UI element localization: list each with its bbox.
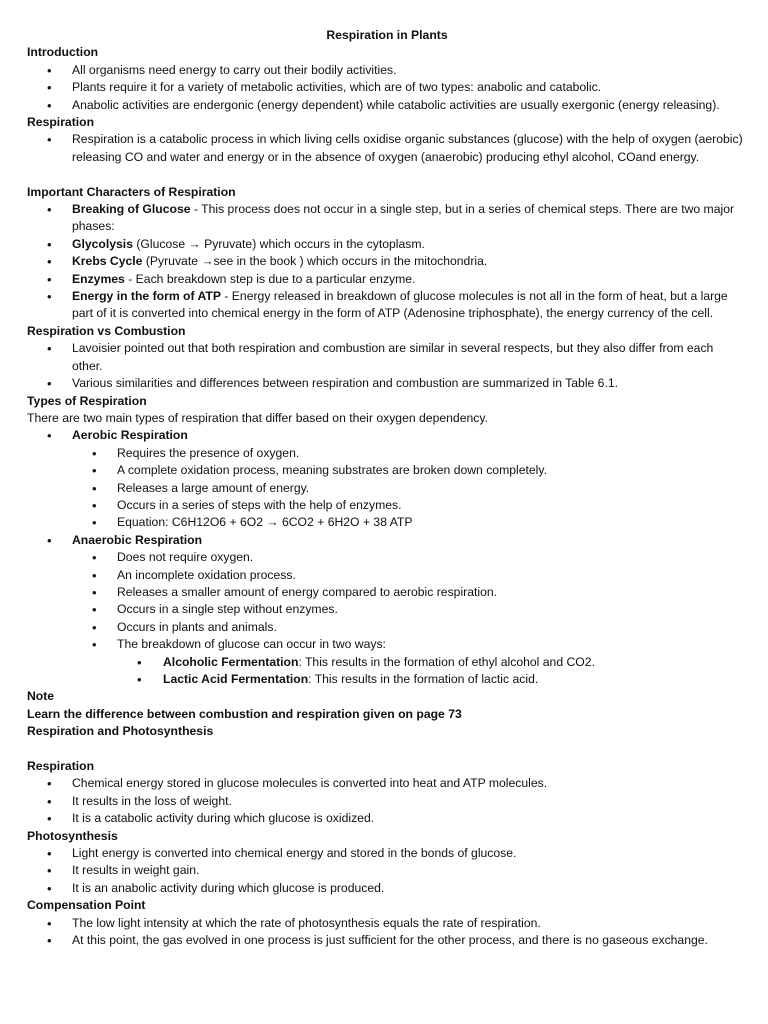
list-item: • Occurs in a single step without enzymes. xyxy=(27,601,747,618)
document-body xyxy=(27,27,747,950)
list-item xyxy=(27,427,747,444)
list-item: • Lavoisier pointed out that both respiration and combustion are similar in several respects, but they also differ from each other. xyxy=(27,340,747,375)
term-text: (Pyruvate →see in the book ) which occurs in the mitochondria. xyxy=(142,254,488,269)
photosynthesis-list xyxy=(27,845,747,897)
section-heading-compensation: Compensation Point xyxy=(27,898,146,913)
list-item: • A complete oxidation process, meaning substrates are broken down completely. xyxy=(27,462,747,479)
list-item: • Plants require it for a variety of metabolic activities, which are of two types: anabolic and catabolic. xyxy=(27,79,747,96)
list-item: • Does not require oxygen. xyxy=(27,549,747,566)
term-text: (Glucose → Pyruvate) which occurs in the cytoplasm. xyxy=(132,236,425,251)
list-item: • Releases a large amount of energy. xyxy=(27,480,747,497)
list-item xyxy=(27,271,747,288)
list-item: • The breakdown of glucose can occur in two ways: xyxy=(27,636,747,653)
list-item: • Respiration is a catabolic process in which living cells oxidise organic substances (glucose) with the help of oxygen (aerobic) releasing CO and water and energy or in the absence of oxygen (anaerobic) producing ethyl alcohol, COand energy. xyxy=(27,131,747,166)
note-heading: Note xyxy=(27,689,55,704)
section-heading-types: Types of Respiration xyxy=(27,393,147,408)
list-item: • All organisms need energy to carry out their bodily activities. xyxy=(27,62,747,79)
term-label: Breaking of Glucose xyxy=(72,202,191,217)
term-label: Energy in the form of ATP xyxy=(72,289,221,304)
list-item xyxy=(27,253,747,270)
types-list xyxy=(27,427,747,688)
section-heading-respiration-2: Respiration xyxy=(27,759,95,774)
list-item: • Requires the presence of oxygen. xyxy=(27,445,747,462)
characters-list xyxy=(27,201,747,323)
spacer xyxy=(27,166,747,183)
list-item: • At this point, the gas evolved in one process is just sufficient for the other process, and there is no gaseous exchange. xyxy=(27,932,747,949)
term-label: Krebs Cycle xyxy=(72,254,143,269)
respiration-list xyxy=(27,131,747,166)
list-item: • Anabolic activities are endergonic (energy dependent) while catabolic activities are usually exergonic (energy releasing). xyxy=(27,97,747,114)
combustion-list xyxy=(27,340,747,392)
term-text: : This results in the formation of lactic acid. xyxy=(308,672,539,687)
aerobic-label: Aerobic Respiration xyxy=(72,428,188,443)
term-label: Alcoholic Fermentation xyxy=(163,654,299,669)
section-heading-respiration: Respiration xyxy=(27,115,95,130)
section-heading-combustion: Respiration vs Combustion xyxy=(27,323,186,338)
page-title: Respiration in Plants xyxy=(326,28,448,42)
term-label: Lactic Acid Fermentation xyxy=(163,672,309,687)
compensation-list xyxy=(27,915,747,950)
respiration-compare-list xyxy=(27,775,747,827)
list-item: • Occurs in a series of steps with the help of enzymes. xyxy=(27,497,747,514)
section-heading-respiration-photosynthesis: Respiration and Photosynthesis xyxy=(27,724,214,739)
list-item xyxy=(27,201,747,236)
anaerobic-label: Anaerobic Respiration xyxy=(72,532,203,547)
introduction-list xyxy=(27,62,747,114)
list-item xyxy=(27,236,747,253)
term-label: Glycolysis xyxy=(72,236,133,251)
section-heading-characters: Important Characters of Respiration xyxy=(27,184,236,199)
list-item: • It is a catabolic activity during which glucose is oxidized. xyxy=(27,810,747,827)
list-item: • Light energy is converted into chemical energy and stored in the bonds of glucose. xyxy=(27,845,747,862)
list-item: • Releases a smaller amount of energy compared to aerobic respiration. xyxy=(27,584,747,601)
list-item: • The low light intensity at which the rate of photosynthesis equals the rate of respiration. xyxy=(27,915,747,932)
section-heading-photosynthesis: Photosynthesis xyxy=(27,828,118,843)
term-text: - Energy released in breakdown of glucose molecules is not all in the form of heat, but a large part of it is converted into chemical energy in the form of ATP (Adenosine triphosphate), the energy currency of the cell. xyxy=(72,289,728,321)
list-item: • Various similarities and differences between respiration and combustion are summarized in Table 6.1. xyxy=(27,375,747,392)
list-item xyxy=(27,654,747,671)
term-label: Enzymes xyxy=(72,271,125,286)
list-item: • It is an anabolic activity during which glucose is produced. xyxy=(27,880,747,897)
term-text: - Each breakdown step is due to a particular enzyme. xyxy=(124,271,416,286)
list-item: • An incomplete oxidation process. xyxy=(27,567,747,584)
term-text: : This results in the formation of ethyl alcohol and CO2. xyxy=(298,654,595,669)
list-item xyxy=(27,671,747,688)
section-heading-introduction: Introduction xyxy=(27,45,99,60)
list-item: • Chemical energy stored in glucose molecules is converted into heat and ATP molecules. xyxy=(27,775,747,792)
list-item xyxy=(27,288,747,323)
spacer xyxy=(27,741,747,758)
list-item: • It results in the loss of weight. xyxy=(27,793,747,810)
types-intro: There are two main types of respiration that differ based on their oxygen dependency. xyxy=(27,410,488,425)
list-item: • It results in weight gain. xyxy=(27,862,747,879)
list-item: • Equation: C6H12O6 + 6O2 → 6CO2 + 6H2O + 38 ATP xyxy=(27,514,747,531)
note-line: Learn the difference between combustion and respiration given on page 73 xyxy=(27,706,462,721)
term-text: - This process does not occur in a single step, but in a series of chemical steps. There are two major phases: xyxy=(72,202,735,234)
list-item xyxy=(27,532,747,549)
list-item: • Occurs in plants and animals. xyxy=(27,619,747,636)
